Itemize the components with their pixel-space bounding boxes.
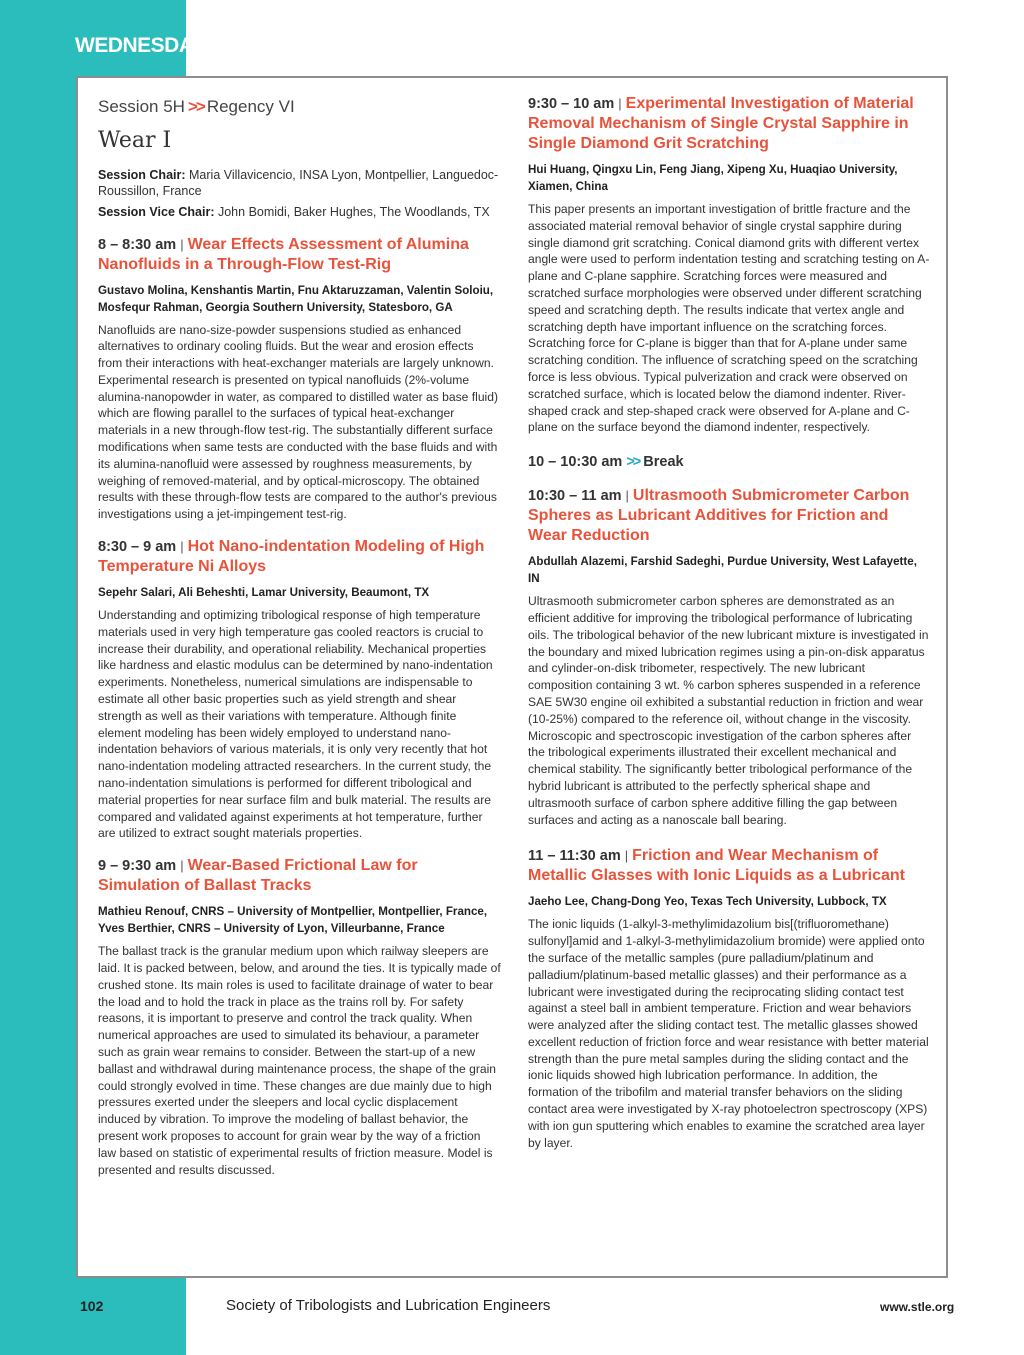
right-column	[528, 94, 930, 1151]
talk-abstract: The ionic liquids (1-alkyl-3-methylimidazolium bis[(trifluoromethane) sulfonyl]amid and 1-alkyl-3-methylimidazolium bromide) were applied onto the surface of the metallic samples (pure palladium/platinum and palladium/platinum-based metallic glasses) and their performance as a lubricant were investigated during the reciprocating sliding contact test against a steel ball in ambient temperature. Friction and wear behaviors were analyzed after the sliding contact test. The metallic glasses showed excellent reduction of friction force and wear resistance with better material strength than the pure metal samples during the sliding contact and the ionic liquids showed high lubrication performance. In addition, the formation of the tribofilm and material transfer behaviors on the sliding contact area were investigated by X-ray photoelectron spectroscopy (XPS) with ion gun sputtering which enables to examine the scratched area layer by layer.	[528, 917, 929, 1150]
divider: |	[618, 96, 622, 111]
talk-time: 10:30 – 11 am	[528, 488, 622, 505]
talk-heading	[98, 856, 501, 896]
page-number: 102	[80, 1298, 104, 1314]
talk-3	[98, 856, 501, 1178]
vice-chair-label: Session Vice Chair:	[98, 205, 215, 219]
divider: |	[624, 848, 629, 864]
break-time: 10 – 10:30 am	[528, 454, 623, 471]
chair-name: Maria Villavicencio, INSA Lyon, Montpellier, Languedoc-Roussillon, France	[98, 168, 499, 198]
session-vice-chair	[98, 205, 501, 221]
talk-title: Ultrasmooth Submicrometer Carbon Spheres as Lubricant Additives for Friction and Wear Reduction	[528, 487, 910, 545]
session-frame	[76, 76, 948, 1278]
talk-heading	[98, 235, 501, 275]
footer-organization: Society of Tribologists and Lubrication Engineers	[226, 1297, 551, 1314]
session-title: Wear I	[98, 128, 172, 153]
talk-6	[528, 846, 930, 1151]
talk-authors: Gustavo Molina, Kenshantis Martin, Fnu Aktaruzzaman, Valentin Soloiu, Mosfequr Rahman, Georgia Southern University, Statesboro, GA	[98, 283, 494, 314]
footer-url: www.stle.org	[880, 1300, 955, 1314]
talk-title: Friction and Wear Mechanism of Metallic Glasses with Ionic Liquids as a Lubricant	[528, 847, 905, 885]
chevron-icon: >>	[187, 97, 204, 116]
session-room: Regency VI	[206, 97, 295, 116]
session-chair	[98, 168, 501, 199]
break-label: Break	[643, 454, 684, 471]
chevron-icon: >>	[626, 454, 640, 471]
talk-abstract: The ballast track is the granular medium upon which railway sleepers are laid. It is packed between, below, and around the ties. It is typically made of crushed stone. Its main roles is used to facilitate drainage of water to bear the load and to hold the track in place as the trains roll by. For safety reasons, it is important to preserve and control the track quality. When numerical approaches are used to simulated its behaviour, a parameter such as grain wear remains to consider. Between the start-up of a new ballast and withdrawal during maintenance process, the shape of the grain could strongly evolved in time. These changes are due mainly due to high pressures exerted under the sleepers and local cyclic displacement induced by vibration. To improve the modeling of ballast behavior, the present work proposes to account for grain wear by the way of a friction law based on statistic of experimental results of friction measure. Model is presented and results discussed.	[98, 944, 501, 1177]
talk-heading	[98, 537, 501, 577]
talk-authors: Sepehr Salari, Ali Beheshti, Lamar University, Beaumont, TX	[98, 586, 430, 600]
talk-time: 8 – 8:30 am	[98, 236, 177, 253]
session-heading	[98, 96, 501, 118]
talk-title: Wear Effects Assessment of Alumina Nanofluids in a Through-Flow Test-Rig	[98, 235, 469, 273]
talk-heading	[528, 846, 930, 886]
talk-abstract: Nanofluids are nano-size-powder suspensions studied as enhanced alternatives to ordinary cooling fluids. But the wear and erosion effects from their interactions with heat-exchanger materials are largely unknown. Experimental research is presented on typical nanofluids (2%-volume alumina-nanopowder in water, as compared to distilled water as base fluid) which are flowing parallel to the surfaces of typical heat-exchanger materials in a new through-flow test-rig. The substantially different surface modifications when same tests are conducted with the base fluids and with its alumina-nanofluid were assessed by roughness measurements, by weighing of removed-material, and by optical-microscopy. The obtained results with these through-flow tests are compared to the author's previous investigations using a jet-impingement test-rig.	[98, 322, 498, 522]
talk-abstract: Ultrasmooth submicrometer carbon spheres are demonstrated as an efficient additive for improving the tribological performance of lubricating oils. The tribological behavior of the new lubricant mixture is investigated in the boundary and mixed lubrication regimes using a pin-on-disk apparatus and cylinder-on-disk tribometer, respectively. The new lubricant composition containing 3 wt. % carbon spheres suspended in a reference SAE 5W30 engine oil exhibited a substantial reduction in friction and wear (10-25%) compared to the reference oil, without change in the viscosity. Microscopic and spectroscopic investigation of the carbon spheres after the tribological experiments illustrated their excellent mechanical and chemical stability. The significantly better tribological performance of the hybrid lubricant is attributed to the perfectly spherical shape and ultrasmooth surface of carbon sphere additive filling the gap between surfaces and acting as a nanoscale ball bearing.	[528, 594, 929, 827]
divider: |	[625, 488, 629, 504]
day-label: WEDNESDAY	[75, 34, 206, 57]
session-prefix: Session	[98, 97, 159, 116]
talk-5	[528, 486, 930, 828]
talk-4	[528, 94, 930, 436]
talk-1	[98, 235, 501, 524]
chair-label: Session Chair:	[98, 168, 186, 182]
divider: |	[180, 858, 184, 874]
vice-chair-name: John Bomidi, Baker Hughes, The Woodlands, TX	[217, 205, 490, 219]
talk-title: Wear-Based Frictional Law for Simulation of Ballast Tracks	[98, 857, 418, 895]
talk-authors: Abdullah Alazemi, Farshid Sadeghi, Purdue University, West Lafayette, IN	[528, 555, 917, 586]
talk-title: Hot Nano-indentation Modeling of High Temperature Ni Alloys	[98, 538, 485, 576]
talk-abstract: This paper presents an important investigation of brittle fracture and the associated material removal behavior of single crystal sapphire during single diamond grit scratching. Conical diamond grits with different vertex angle were used to perform indentation testing and scratching testing on A-plane and C-plane sapphire. Scratching forces were measured and scratched surface morphologies were observed under different scratching speed and scratching depth. The results indicate that vertex angle and scratching depth have important influence on the scratching forces. Scratching force for C-plane is bigger than that for A-plane under same scratching condition. The influence of scratching speed on the scratching force is less obvious. Typical pulverization and crack were observed on scratched surface, which is located below the diamond indenter. River-shaped crack and step-shaped crack were observed for A-plane and C-plane on the surface beyond the diamond indenter, respectively.	[528, 202, 930, 435]
talk-title: Experimental Investigation of Material Removal Mechanism of Single Crystal Sapphire in Single Diamond Grit Scratching	[528, 95, 914, 152]
talk-time: 11 – 11:30 am	[528, 848, 621, 865]
talk-authors: Hui Huang, Qingxu Lin, Feng Jiang, Xipeng Xu, Huaqiao University, Xiamen, China	[528, 163, 898, 193]
talk-time: 9 – 9:30 am	[98, 858, 177, 875]
divider: |	[180, 236, 184, 252]
session-number: 5H	[163, 97, 185, 116]
talk-heading	[528, 94, 930, 154]
left-column	[98, 96, 501, 1178]
talk-time: 9:30 – 10 am	[528, 96, 615, 112]
talk-time: 8:30 – 9 am	[98, 539, 177, 556]
break-slot	[528, 454, 930, 470]
talk-heading	[528, 486, 930, 546]
talk-authors: Mathieu Renouf, CNRS – University of Montpellier, Montpellier, France, Yves Berthier, CNRS – University of Lyon, Villeurbanne, France	[98, 905, 488, 936]
talk-authors: Jaeho Lee, Chang-Dong Yeo, Texas Tech University, Lubbock, TX	[528, 895, 887, 909]
divider: |	[180, 539, 184, 555]
talk-abstract: Understanding and optimizing tribological response of high temperature materials used in very high temperature gas cooled reactors is crucial to increase their durability, and operational reliability. Mechanical properties like hardness and elastic modulus can be determined by nano-indentation experiments. Nonetheless, numerical simulations are indispensable to estimate all other basic properties such as yield strength and shear strength as well as their variations with temperature. Although finite element modeling has been widely employed to understand nano-indentation behaviors of various materials, it is only very recently that hot nano-indentation modeling attracted researchers. In the current study, the nano-indentation simulations is performed for different tribological and material properties for near surface film and bulk material. The results are compared and validated against experiments at hot temperature, further are utilized to extract sought materials properties.	[98, 608, 493, 841]
talk-2	[98, 537, 501, 842]
